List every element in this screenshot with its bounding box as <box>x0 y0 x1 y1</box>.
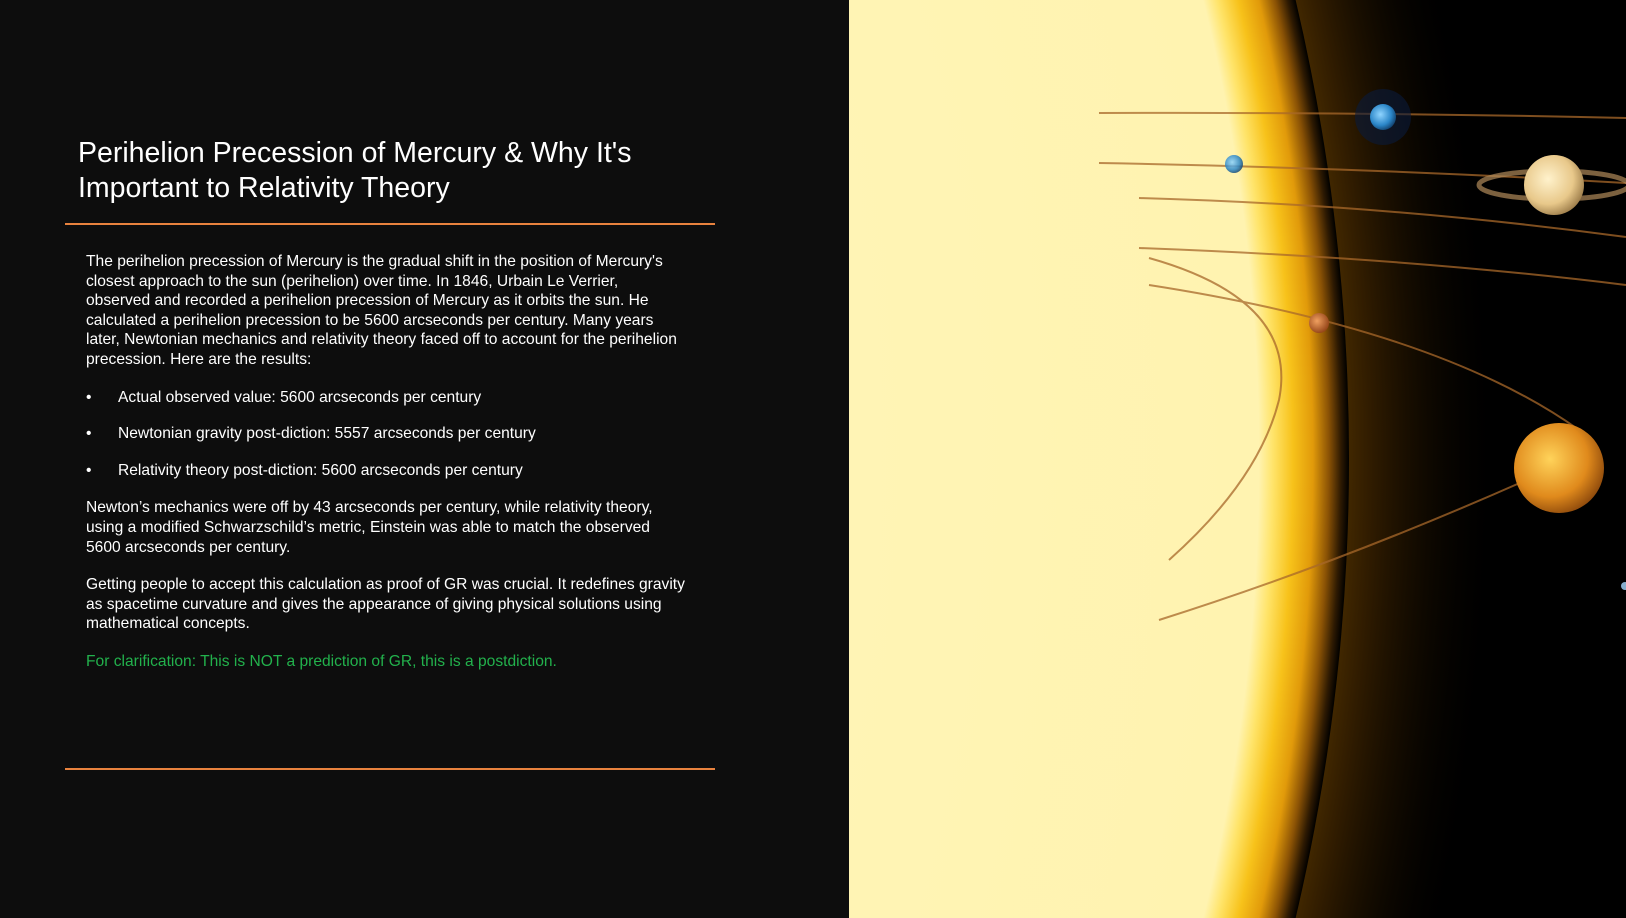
slide-body <box>86 252 686 690</box>
uranus-planet <box>1225 155 1243 173</box>
bullet-icon: • <box>86 388 92 406</box>
mars-planet <box>1309 313 1329 333</box>
results-list <box>86 388 686 481</box>
title-divider <box>65 223 715 225</box>
clarification-note: For clarification: This is NOT a prediction of GR, this is a postdiction. <box>86 652 557 670</box>
neptune-planet <box>1370 104 1396 130</box>
sun <box>849 0 1349 918</box>
slide-title: Perihelion Precession of Mercury & Why It's Important to Relativity Theory <box>78 137 632 204</box>
venus-planet <box>1514 423 1604 513</box>
list-item-text: Relativity theory post-diction: 5600 arcseconds per century <box>118 461 523 479</box>
intro-paragraph: The perihelion precession of Mercury is the gradual shift in the position of Mercury's closest approach to the sun (perihelion) over time. In 1846, Urbain Le Verrier, observed and recorded a perihelion precession of Mercury as it orbits the sun. He calculated a perihelion precession to be 5600 arcseconds per century. Many years later, Newtonian mechanics and relativity theory faced off to account for the perihelion precession. Here are the results: <box>86 253 677 368</box>
explanation-paragraph: Newton’s mechanics were off by 43 arcseconds per century, while relativity theory, using a modified Schwarzschild’s metric, Einstein was able to match the observed 5600 arcseconds per century. <box>86 499 653 556</box>
solar-system-illustration <box>849 0 1626 918</box>
list-item-text: Newtonian gravity post-diction: 5557 arcseconds per century <box>118 425 536 443</box>
bullet-icon: • <box>86 461 92 479</box>
list-item <box>86 424 686 444</box>
bottom-divider <box>65 768 715 770</box>
list-item <box>86 388 686 408</box>
significance-paragraph: Getting people to accept this calculation as proof of GR was crucial. It redefines gravity as spacetime curvature and gives the appearance of giving physical solutions using mathematical concepts. <box>86 576 685 633</box>
bullet-icon: • <box>86 425 92 443</box>
list-item-text: Actual observed value: 5600 arcseconds per century <box>118 388 482 406</box>
list-item <box>86 461 686 481</box>
solar-system-image <box>849 0 1626 918</box>
saturn-planet <box>1524 155 1584 215</box>
